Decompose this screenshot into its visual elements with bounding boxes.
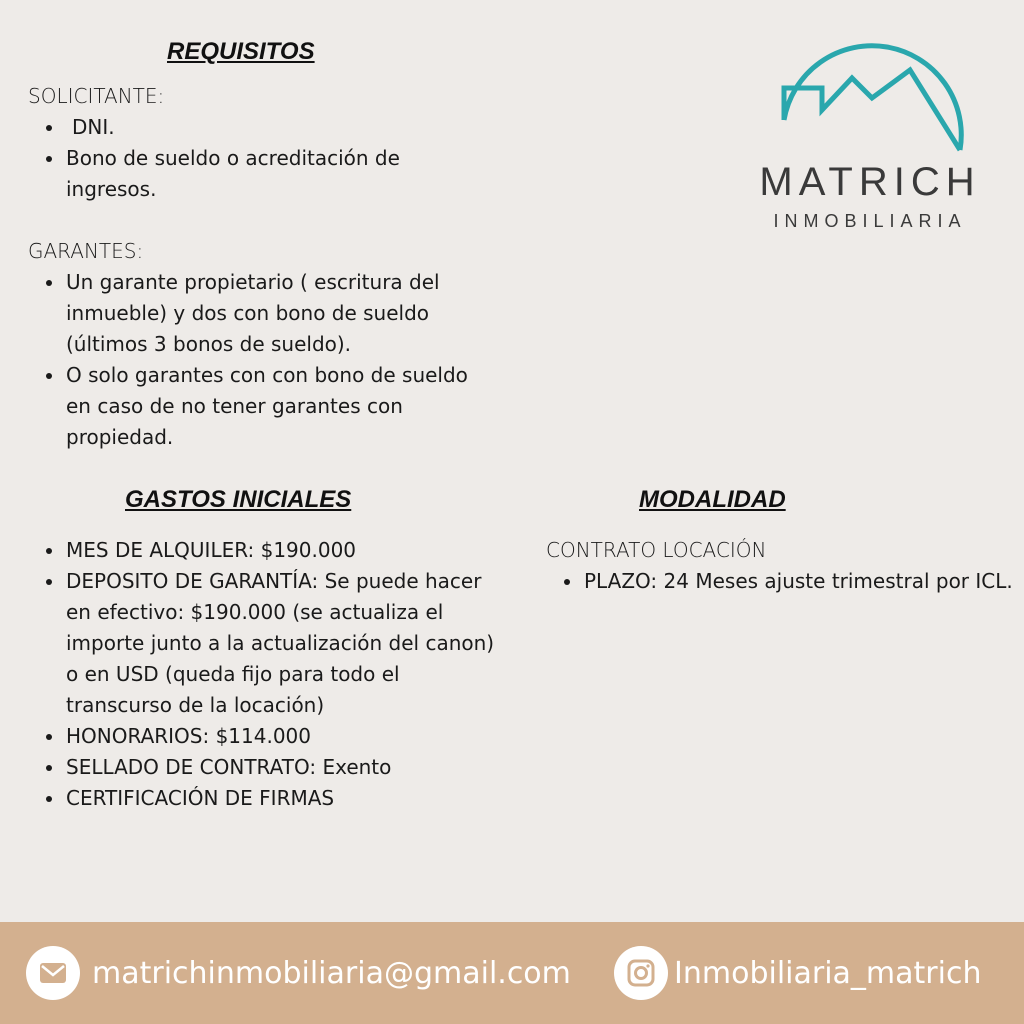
list-item: HONORARIOS: $114.000 [28,721,508,752]
garantes-list [28,267,508,453]
instagram-icon [614,946,668,1000]
garantes-label: GARANTES: [28,239,144,263]
list-item: DNI. [28,112,508,143]
instagram-handle[interactable]: Inmobiliaria_matrich [674,956,982,991]
solicitante-label: SOLICITANTE: [28,84,165,108]
matrich-logo [740,20,1000,240]
list-item: PLAZO: 24 Meses ajuste trimestral por ICL. [546,566,1020,597]
gastos-list [28,535,508,814]
requisitos-heading: REQUISITOS [167,38,315,65]
list-item: MES DE ALQUILER: $190.000 [28,535,508,566]
list-item: DEPOSITO DE GARANTÍA: Se puede hacer en efectivo: $190.000 (se actualiza el importe junto a la actualización del canon) o en USD (queda fijo para todo el transcurso de la locación) [28,566,496,721]
solicitante-list [28,112,508,205]
list-item: Un garante propietario ( escritura del inmueble) y dos con bono de sueldo (últimos 3 bonos de sueldo). [28,267,490,360]
list-item: O solo garantes con con bono de sueldo en caso de no tener garantes con propiedad. [28,360,490,453]
modalidad-list [546,566,1020,597]
mail-icon [26,946,80,1000]
gastos-heading: GASTOS INICIALES [125,486,352,513]
logo-name: MATRICH [759,160,981,204]
house-roof-circle-logo-icon [784,46,961,150]
logo-subtitle: INMOBILIARIA [773,211,967,231]
email-link[interactable]: matrichinmobiliaria@gmail.com [92,956,571,991]
footer-bar [0,922,1024,1024]
list-item: SELLADO DE CONTRATO: Exento [28,752,508,783]
list-item: CERTIFICACIÓN DE FIRMAS [28,783,508,814]
list-item: Bono de sueldo o acreditación de ingresos. [28,143,491,205]
contrato-label: CONTRATO LOCACIÓN [546,538,767,562]
modalidad-heading: MODALIDAD [639,486,786,513]
